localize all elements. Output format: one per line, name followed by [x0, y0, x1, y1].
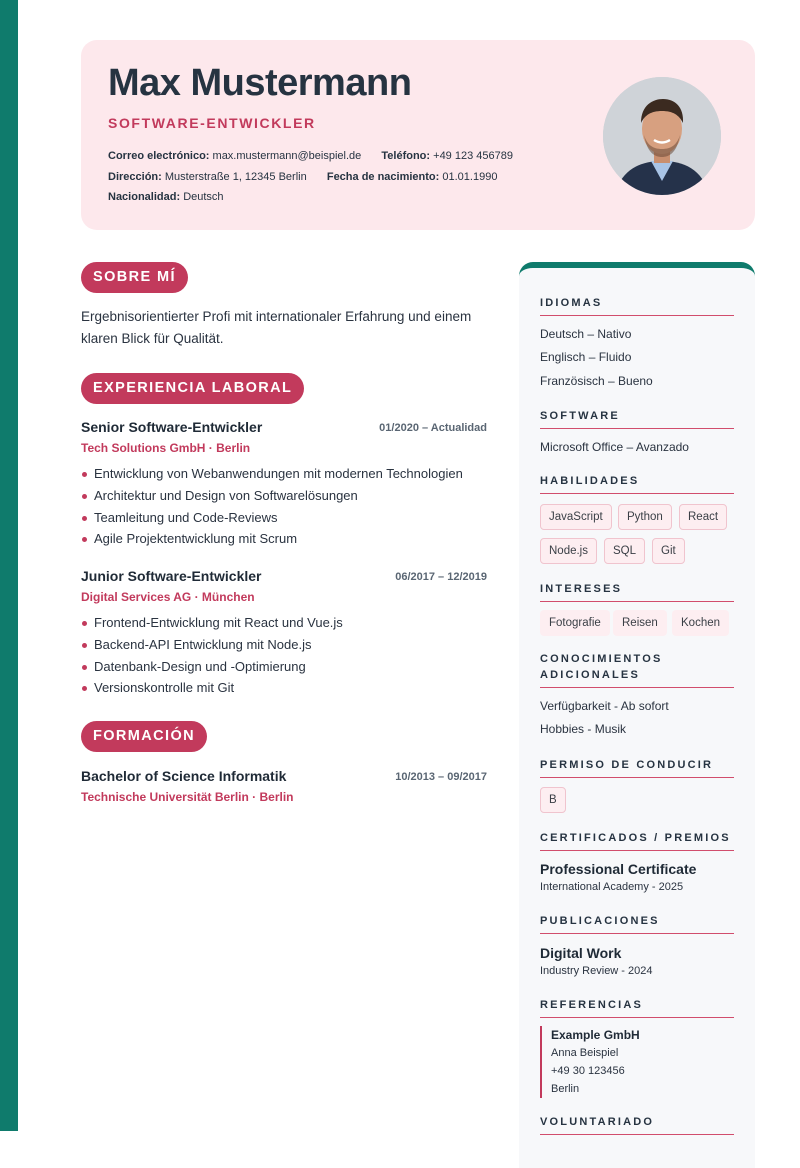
skill-tag: React — [679, 504, 727, 530]
additional-heading-line2: ADICIONALES — [540, 669, 640, 681]
skill-tag: SQL — [604, 538, 645, 564]
license-heading: PERMISO DE CONDUCIR — [540, 757, 734, 778]
reference-company: Example GmbH — [551, 1028, 640, 1042]
publication-sub: Industry Review - 2024 — [540, 965, 653, 977]
additional-heading-line1: CONOCIMIENTOS — [540, 653, 663, 665]
skills-heading: HABILIDADES — [540, 473, 734, 494]
contact-row-2 — [108, 171, 497, 183]
publication-title: Digital Work — [540, 945, 622, 961]
profile-photo — [603, 77, 721, 195]
education-heading: FORMACIÓN — [81, 721, 207, 752]
experience-heading: EXPERIENCIA LABORAL — [81, 373, 304, 404]
contact-row-3 — [108, 191, 224, 203]
reference-city: Berlin — [551, 1083, 580, 1095]
education-school: Technische Universität Berlin · Berlin — [81, 790, 294, 804]
list-item: Architektur und Design von Softwarelösungen — [81, 485, 463, 507]
additional-item: Verfügbarkeit - Ab sofort — [540, 699, 669, 713]
language-item: Deutsch – Nativo — [540, 327, 632, 341]
interest-tag: Fotografie — [540, 610, 610, 636]
email-value: max.mustermann@beispiel.de — [212, 150, 362, 162]
list-item: Frontend-Entwicklung mit React und Vue.js — [81, 612, 343, 634]
license-tag: B — [540, 787, 566, 813]
phone-value: +49 123 456789 — [433, 150, 513, 162]
certificates-heading: CERTIFICADOS / PREMIOS — [540, 830, 734, 851]
left-accent-bar — [0, 0, 18, 1131]
header-card — [81, 40, 755, 230]
contact-row-1 — [108, 150, 513, 162]
software-item: Microsoft Office – Avanzado — [540, 440, 689, 454]
interest-tag: Kochen — [672, 610, 729, 636]
volunteering-heading: VOLUNTARIADO — [540, 1114, 734, 1135]
languages-heading: IDIOMAS — [540, 295, 734, 316]
education-date: 10/2013 – 09/2017 — [395, 771, 487, 783]
language-item: Englisch – Fluido — [540, 350, 632, 364]
additional-heading — [540, 651, 734, 688]
additional-item: Hobbies - Musik — [540, 722, 627, 736]
list-item: Agile Projektentwicklung mit Scrum — [81, 528, 463, 550]
interest-tag: Reisen — [613, 610, 667, 636]
candidate-name: Max Mustermann — [108, 62, 412, 104]
language-item: Französisch – Bueno — [540, 374, 653, 388]
list-item: Versionskontrolle mit Git — [81, 677, 343, 699]
job-2-company: Digital Services AG · München — [81, 590, 255, 604]
list-item: Datenbank-Design und -Optimierung — [81, 656, 343, 678]
address-label: Dirección: — [108, 171, 162, 183]
phone-label: Teléfono: — [381, 150, 431, 162]
birthdate-value: 01.01.1990 — [442, 171, 498, 183]
certificate-sub: International Academy - 2025 — [540, 881, 684, 893]
skill-tag: Git — [652, 538, 685, 564]
sidebar-panel — [519, 262, 755, 1168]
candidate-role: SOFTWARE-ENTWICKLER — [108, 115, 316, 131]
software-heading: SOFTWARE — [540, 408, 734, 429]
interests-heading: INTERESES — [540, 581, 734, 602]
email-label: Correo electrónico: — [108, 150, 210, 162]
publications-heading: PUBLICACIONES — [540, 913, 734, 934]
list-item: Teamleitung und Code-Reviews — [81, 507, 463, 529]
job-2-date: 06/2017 – 12/2019 — [395, 571, 487, 583]
reference-phone: +49 30 123456 — [551, 1065, 625, 1077]
certificate-title: Professional Certificate — [540, 861, 697, 877]
list-item: Backend-API Entwicklung mit Node.js — [81, 634, 343, 656]
job-2-bullets — [81, 612, 343, 699]
birthdate-label: Fecha de nacimiento: — [326, 171, 440, 183]
nationality-value: Deutsch — [183, 191, 224, 203]
education-title: Bachelor of Science Informatik — [81, 768, 287, 784]
skill-tag: Python — [618, 504, 672, 530]
skill-tag: Node.js — [540, 538, 597, 564]
address-value: Musterstraße 1, 12345 Berlin — [164, 171, 307, 183]
nationality-label: Nacionalidad: — [108, 191, 181, 203]
list-item: Entwicklung von Webanwendungen mit modernen Technologien — [81, 463, 463, 485]
job-2-title: Junior Software-Entwickler — [81, 568, 262, 584]
references-heading: REFERENCIAS — [540, 997, 734, 1018]
job-1-title: Senior Software-Entwickler — [81, 419, 263, 435]
job-1-bullets — [81, 463, 463, 550]
reference-person: Anna Beispiel — [551, 1047, 619, 1059]
job-1-company: Tech Solutions GmbH · Berlin — [81, 441, 251, 455]
skill-tag: JavaScript — [540, 504, 612, 530]
reference-card — [540, 1026, 731, 1098]
about-heading: SOBRE MÍ — [81, 262, 188, 293]
about-text: Ergebnisorientierter Profi mit internationaler Erfahrung und einem klaren Blick für Qualität. — [81, 309, 472, 346]
job-1-date: 01/2020 – Actualidad — [379, 422, 487, 434]
